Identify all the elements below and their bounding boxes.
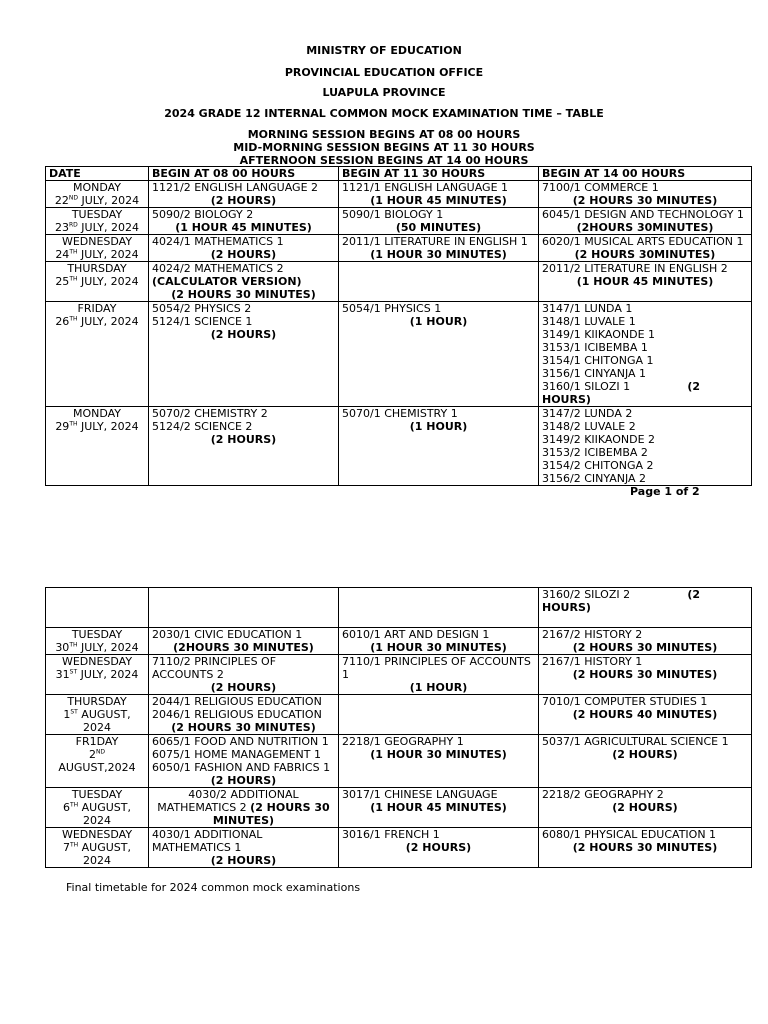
duration-label: HOURS) — [542, 601, 591, 614]
exam-cell — [539, 262, 752, 302]
date-line: WEDNESDAY — [61, 235, 133, 248]
table-row — [46, 588, 752, 628]
duration-label: (2HOURS 30 MINUTES) — [173, 641, 314, 654]
table-row — [46, 828, 752, 868]
exam-paper: 5054/1 PHYSICS 1 — [342, 302, 442, 315]
exam-paper: 3147/1 LUNDA 1 — [542, 302, 633, 315]
exam-cell — [539, 302, 752, 407]
exam-cell — [149, 588, 339, 628]
exam-cell — [539, 588, 752, 628]
duration-label: (2 HOURS) — [210, 774, 277, 787]
exam-cell — [149, 302, 339, 407]
exam-paper: 7110/1 PRINCIPLES OF ACCOUNTS — [342, 655, 531, 668]
exam-cell — [339, 262, 539, 302]
exam-cell — [539, 655, 752, 695]
table-row — [46, 302, 752, 407]
duration-label: (2HOURS 30MINUTES) — [576, 221, 714, 234]
duration-label: (1 HOUR 30 MINUTES) — [370, 748, 507, 761]
exam-paper: 5054/2 PHYSICS 2 — [152, 302, 252, 315]
date-cell — [46, 208, 149, 235]
exam-paper: 2044/1 RELIGIOUS EDUCATION — [152, 695, 322, 708]
exam-cell — [539, 695, 752, 735]
date-line: 2024 — [83, 721, 111, 734]
exam-paper: 4030/1 ADDITIONAL — [152, 828, 263, 841]
exam-cell — [149, 262, 339, 302]
table-row — [46, 695, 752, 735]
exam-paper — [152, 801, 335, 814]
office-title: PROVINCIAL EDUCATION OFFICE — [284, 66, 484, 79]
exam-paper: 7100/1 COMMERCE 1 — [542, 181, 659, 194]
exam-paper-name: MATHEMATICS 2 — [157, 801, 247, 814]
date-line: 24TH JULY, 2024 — [55, 248, 139, 261]
exam-cell — [339, 235, 539, 262]
duration-label: (2 HOURS 30 MINUTES) — [171, 288, 316, 301]
exam-cell — [539, 788, 752, 828]
exam-cell — [339, 181, 539, 208]
exam-paper: 1121/2 ENGLISH LANGUAGE 2 — [152, 181, 319, 194]
exam-paper: 2167/1 HISTORY 1 — [542, 655, 643, 668]
date-line: 31ST JULY, 2024 — [55, 668, 139, 681]
date-cell — [46, 235, 149, 262]
date-line: 6TH AUGUST, — [62, 801, 132, 814]
exam-cell — [339, 735, 539, 788]
date-cell — [46, 788, 149, 828]
duration-label: HOURS) — [542, 393, 591, 406]
session-morning: MORNING SESSION BEGINS AT 08 00 HOURS — [247, 128, 521, 141]
date-line: 1ST AUGUST, — [63, 708, 131, 721]
date-cell — [46, 302, 149, 407]
exam-paper: 5037/1 AGRICULTURAL SCIENCE 1 — [542, 735, 729, 748]
date-line: 23RD JULY, 2024 — [55, 221, 139, 234]
table-row — [46, 181, 752, 208]
date-line: 25TH JULY, 2024 — [55, 275, 139, 288]
table-row — [46, 735, 752, 788]
exam-cell — [149, 407, 339, 486]
exam-paper: 3148/2 LUVALE 2 — [542, 420, 636, 433]
header-1400: BEGIN AT 14 00 HOURS — [539, 167, 752, 181]
exam-paper: 3149/2 KIIKAONDE 2 — [542, 433, 656, 446]
exam-cell — [339, 407, 539, 486]
date-cell — [46, 695, 149, 735]
exam-paper: MATHEMATICS 1 — [152, 841, 242, 854]
date-cell — [46, 655, 149, 695]
exam-paper: 6080/1 PHYSICAL EDUCATION 1 — [542, 828, 717, 841]
exam-paper: 5124/1 SCIENCE 1 — [152, 315, 253, 328]
exam-paper: 5090/1 BIOLOGY 1 — [342, 208, 444, 221]
duration-label: MINUTES) — [212, 814, 275, 827]
exam-paper: 3017/1 CHINESE LANGUAGE — [342, 788, 498, 801]
table-row — [46, 262, 752, 302]
duration-label: (2 HOURS 40 MINUTES) — [572, 708, 718, 721]
exam-cell — [149, 828, 339, 868]
duration-label: (1 HOUR 30 MINUTES) — [370, 248, 507, 261]
exam-cell — [149, 788, 339, 828]
duration-label: (1 HOUR 45 MINUTES) — [370, 194, 507, 207]
duration-label: (2 HOURS) — [210, 854, 277, 867]
exam-cell — [149, 695, 339, 735]
exam-cell — [149, 735, 339, 788]
duration-label: (1 HOUR 45 MINUTES) — [175, 221, 312, 234]
exam-paper: 3016/1 FRENCH 1 — [342, 828, 440, 841]
exam-paper: 3156/1 CINYANJA 1 — [542, 367, 647, 380]
table-row — [46, 628, 752, 655]
exam-cell — [339, 208, 539, 235]
duration-label: (2 HOURS 30 MINUTES) — [171, 721, 316, 734]
date-cell — [46, 628, 149, 655]
date-line: 26TH JULY, 2024 — [55, 315, 139, 328]
header-1130: BEGIN AT 11 30 HOURS — [339, 167, 539, 181]
exam-paper: 2030/1 CIVIC EDUCATION 1 — [152, 628, 303, 641]
duration-label: (2 HOURS 30 — [250, 801, 330, 814]
date-line: FRIDAY — [77, 302, 117, 315]
duration-label: (1 HOUR 45 MINUTES) — [576, 275, 714, 288]
date-cell — [46, 588, 149, 628]
date-line: 2ND — [88, 748, 106, 761]
duration-label: (50 MINUTES) — [395, 221, 482, 234]
duration-label: (2 HOURS) — [210, 328, 277, 341]
duration-label: (2 — [687, 380, 700, 393]
duration-label: (1 HOUR) — [409, 420, 468, 433]
date-cell — [46, 262, 149, 302]
exam-cell — [149, 181, 339, 208]
document-title: 2024 GRADE 12 INTERNAL COMMON MOCK EXAMINATION TIME – TABLE — [164, 107, 604, 120]
exam-paper: ACCOUNTS 2 — [152, 668, 224, 681]
duration-label: (2 HOURS) — [210, 681, 277, 694]
exam-paper: 5090/2 BIOLOGY 2 — [152, 208, 254, 221]
duration-label: (1 HOUR) — [409, 315, 468, 328]
date-cell — [46, 181, 149, 208]
duration-label: (2 HOURS 30 MINUTES) — [572, 641, 718, 654]
exam-paper: 3149/1 KIIKAONDE 1 — [542, 328, 656, 341]
duration-label: (2 — [687, 588, 700, 601]
date-cell — [46, 407, 149, 486]
date-line: AUGUST,2024 — [58, 761, 136, 774]
duration-label: (1 HOUR 30 MINUTES) — [370, 641, 507, 654]
duration-label: (2 HOURS 30 MINUTES) — [572, 668, 718, 681]
session-afternoon: AFTERNOON SESSION BEGINS AT 14 00 HOURS — [239, 154, 529, 167]
exam-note: (CALCULATOR VERSION) — [152, 275, 302, 288]
exam-cell — [339, 828, 539, 868]
date-line: 2024 — [83, 814, 111, 827]
exam-paper: 3148/1 LUVALE 1 — [542, 315, 636, 328]
exam-paper: 7110/2 PRINCIPLES OF — [152, 655, 277, 668]
exam-cell — [539, 235, 752, 262]
date-line: TUESDAY — [71, 628, 123, 641]
table-row — [46, 788, 752, 828]
date-line: 22ND JULY, 2024 — [54, 194, 140, 207]
page-number: Page 1 of 2 — [630, 485, 700, 498]
date-line: WEDNESDAY — [61, 828, 133, 841]
date-line: TUESDAY — [71, 788, 123, 801]
exam-cell — [149, 235, 339, 262]
date-line: MONDAY — [72, 181, 122, 194]
table-header-row — [46, 167, 752, 181]
duration-label: (2 HOURS) — [612, 801, 678, 814]
exam-paper: 5124/2 SCIENCE 2 — [152, 420, 253, 433]
exam-paper: 4024/1 MATHEMATICS 1 — [152, 235, 284, 248]
duration-label: (1 HOUR 45 MINUTES) — [370, 801, 507, 814]
exam-paper: 4030/2 ADDITIONAL — [188, 788, 299, 801]
exam-cell — [339, 588, 539, 628]
exam-paper: 4024/2 MATHEMATICS 2 — [152, 262, 284, 275]
session-mid-morning: MID-MORNING SESSION BEGINS AT 11 30 HOURS — [233, 141, 535, 154]
duration-label: (2 HOURS) — [210, 433, 277, 446]
date-line: MONDAY — [72, 407, 122, 420]
exam-paper: 2046/1 RELIGIOUS EDUCATION — [152, 708, 322, 721]
exam-cell — [149, 628, 339, 655]
exam-cell — [539, 208, 752, 235]
header-0800: BEGIN AT 08 00 HOURS — [149, 167, 339, 181]
duration-label: (2 HOURS 30MINUTES) — [574, 248, 716, 261]
exam-paper: 6010/1 ART AND DESIGN 1 — [342, 628, 490, 641]
timetable-page-1 — [45, 166, 752, 486]
date-cell — [46, 828, 149, 868]
exam-cell — [539, 735, 752, 788]
date-line: 2024 — [83, 854, 111, 867]
date-line: THURSDAY — [67, 262, 127, 275]
exam-paper: 3153/2 ICIBEMBA 2 — [542, 446, 648, 459]
table-row — [46, 235, 752, 262]
header-date: DATE — [46, 167, 149, 181]
exam-cell — [149, 208, 339, 235]
exam-cell — [539, 181, 752, 208]
table-row — [46, 407, 752, 486]
table-row — [46, 655, 752, 695]
date-line: WEDNESDAY — [61, 655, 133, 668]
exam-paper: 6075/1 HOME MANAGEMENT 1 — [152, 748, 321, 761]
ministry-title: MINISTRY OF EDUCATION — [306, 44, 462, 57]
date-line: FR1DAY — [75, 735, 119, 748]
footer-note: Final timetable for 2024 common mock examinations — [66, 881, 361, 894]
duration-label: (1 HOUR) — [409, 681, 468, 694]
exam-paper: 2011/2 LITERATURE IN ENGLISH 2 — [542, 262, 728, 275]
exam-paper: 5070/2 CHEMISTRY 2 — [152, 407, 268, 420]
date-line: 7TH AUGUST, — [62, 841, 132, 854]
exam-paper: 5070/1 CHEMISTRY 1 — [342, 407, 458, 420]
exam-paper: 3154/2 CHITONGA 2 — [542, 459, 654, 472]
exam-paper: 6045/1 DESIGN AND TECHNOLOGY 1 — [542, 208, 744, 221]
table-row — [46, 208, 752, 235]
exam-paper: 7010/1 COMPUTER STUDIES 1 — [542, 695, 708, 708]
exam-paper: 6065/1 FOOD AND NUTRITION 1 — [152, 735, 329, 748]
exam-paper: 1121/1 ENGLISH LANGUAGE 1 — [342, 181, 509, 194]
date-line: 30TH JULY, 2024 — [55, 641, 139, 654]
duration-label: (2 HOURS) — [612, 748, 678, 761]
exam-paper: 2218/2 GEOGRAPHY 2 — [542, 788, 664, 801]
date-cell — [46, 735, 149, 788]
exam-cell — [149, 655, 339, 695]
duration-label: (2 HOURS) — [210, 248, 277, 261]
exam-paper: 3153/1 ICIBEMBA 1 — [542, 341, 648, 354]
exam-cell — [339, 655, 539, 695]
exam-paper: 3160/1 SILOZI 1 (2 — [542, 380, 700, 393]
province-title: LUAPULA PROVINCE — [322, 86, 446, 99]
exam-cell — [339, 695, 539, 735]
exam-paper: 1 — [342, 668, 349, 681]
timetable-page-2 — [45, 587, 752, 868]
exam-paper: 6050/1 FASHION AND FABRICS 1 — [152, 761, 331, 774]
date-line: 29TH JULY, 2024 — [55, 420, 139, 433]
duration-label: (2 HOURS) — [210, 194, 277, 207]
exam-paper: 3147/2 LUNDA 2 — [542, 407, 633, 420]
date-line: THURSDAY — [67, 695, 127, 708]
exam-cell — [339, 788, 539, 828]
exam-paper: 3154/1 CHITONGA 1 — [542, 354, 654, 367]
exam-paper: 2011/1 LITERATURE IN ENGLISH 1 — [342, 235, 528, 248]
duration-label: (2 HOURS 30 MINUTES) — [572, 194, 718, 207]
exam-cell — [539, 407, 752, 486]
exam-cell — [339, 628, 539, 655]
exam-paper: 3160/2 SILOZI 2 (2 — [542, 588, 700, 601]
exam-cell — [539, 828, 752, 868]
exam-paper: 6020/1 MUSICAL ARTS EDUCATION 1 — [542, 235, 744, 248]
exam-cell — [539, 628, 752, 655]
exam-paper: 3156/2 CINYANJA 2 — [542, 472, 647, 485]
exam-paper: 2167/2 HISTORY 2 — [542, 628, 643, 641]
exam-cell — [339, 302, 539, 407]
exam-paper: 2218/1 GEOGRAPHY 1 — [342, 735, 464, 748]
date-line: TUESDAY — [71, 208, 123, 221]
duration-label: (2 HOURS) — [405, 841, 472, 854]
duration-label: (2 HOURS 30 MINUTES) — [572, 841, 718, 854]
